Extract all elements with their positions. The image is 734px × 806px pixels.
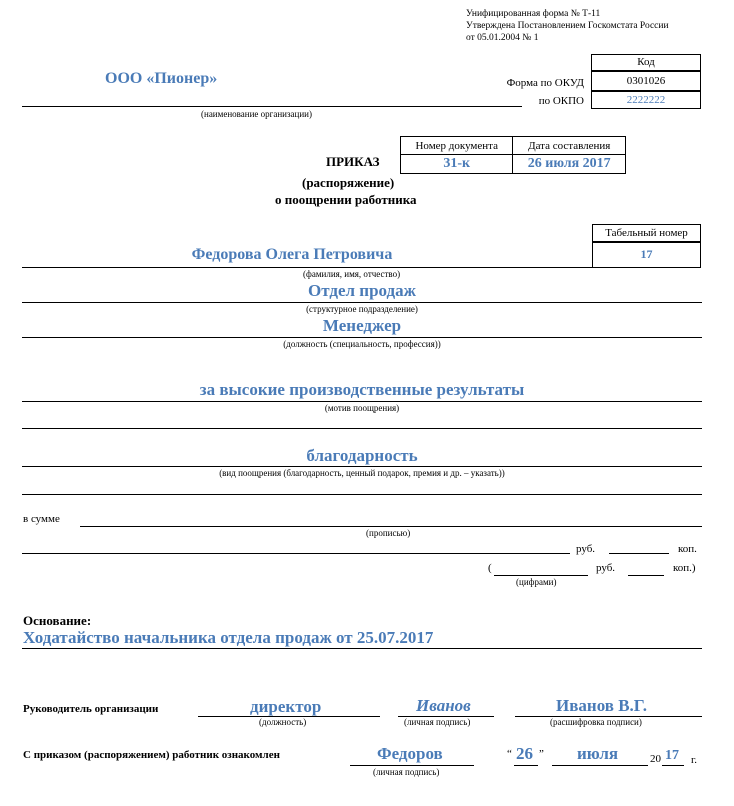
basis-label: Основание: [23, 613, 92, 628]
sum-digits-line [494, 575, 588, 576]
employee-name-caption: (фамилия, имя, отчество) [303, 269, 401, 279]
form-header-line3: от 05.01.2004 № 1 [466, 33, 539, 43]
doc-date-value: 26 июля 2017 [513, 155, 626, 174]
sum-open-paren: ( [488, 562, 492, 574]
form-header-line2: Утверждена Постановлением Госкомстата России [466, 21, 669, 31]
date-day: 26 [516, 744, 533, 763]
sum-digits-kop-line [628, 575, 664, 576]
order-title: ПРИКАЗ [326, 154, 380, 169]
acquainted-signature-caption: (личная подпись) [373, 767, 440, 777]
organization-line [22, 106, 522, 107]
okpo-value: 2222222 [591, 91, 701, 109]
tab-number-value: 17 [592, 242, 701, 268]
form-header-line1: Унифицированная форма № Т-11 [466, 9, 601, 19]
reward-type: благодарность [306, 446, 418, 465]
motive-line-2 [22, 428, 702, 429]
head-decoded: Иванов В.Г. [556, 696, 647, 715]
head-position: директор [250, 697, 322, 716]
reward-type-line-2 [22, 494, 702, 495]
doc-number-value: 31-к [401, 155, 513, 174]
basis-line [22, 648, 702, 649]
organization-name: ООО «Пионер» [105, 70, 218, 87]
motive-caption: (мотив поощрения) [324, 403, 400, 413]
head-position-caption: (должность) [259, 717, 307, 727]
acquainted-label: С приказом (распоряжением) работник ознакомлен [23, 749, 280, 761]
sum-digits-kop: коп.) [673, 562, 696, 574]
date-month: июля [577, 744, 619, 763]
doc-number-header: Номер документа [401, 137, 513, 155]
head-label: Руководитель организации [23, 703, 159, 715]
doc-date-header: Дата составления [513, 137, 626, 155]
head-signature-caption: (личная подпись) [404, 717, 471, 727]
date-day-line [514, 765, 538, 766]
acquainted-signature: Федоров [377, 744, 443, 763]
department-line [22, 302, 702, 303]
sum-digits-rub: руб. [596, 562, 616, 574]
head-decoded-caption: (расшифровка подписи) [550, 717, 642, 727]
okpo-label: по ОКПО [538, 95, 584, 107]
department-name: Отдел продаж [308, 281, 416, 300]
basis-value: Ходатайство начальника отдела продаж от 25.07.2017 [23, 628, 434, 647]
order-topic: о поощрении работника [275, 192, 417, 207]
head-signature: Иванов [416, 696, 471, 715]
sum-rub-label: руб. [576, 543, 596, 555]
date-year-prefix: 20 [650, 753, 661, 765]
sum-label: в сумме [23, 513, 60, 525]
sum-words-line-2 [22, 553, 570, 554]
organization-caption: (наименование организации) [201, 109, 312, 119]
order-subtitle: (распоряжение) [302, 175, 395, 190]
date-year-line [662, 765, 684, 766]
tab-number-header: Табельный номер [592, 224, 701, 242]
reward-motive: за высокие производственные результаты [199, 380, 525, 399]
sum-words-line [80, 526, 702, 527]
okud-value: 0301026 [591, 71, 701, 91]
document-table [400, 136, 626, 174]
date-year-suffix: 17 [665, 748, 679, 763]
date-quote-close: ” [539, 748, 544, 760]
date-month-line [552, 765, 648, 766]
reward-type-line [22, 466, 702, 467]
code-header: Код [591, 54, 701, 71]
date-year-g: г. [691, 754, 698, 766]
sum-words-caption: (прописью) [366, 528, 411, 538]
sum-kop-line [609, 553, 669, 554]
position-name: Менеджер [322, 316, 402, 335]
acquainted-signature-line [350, 765, 474, 766]
sum-digits-caption: (цифрами) [516, 577, 557, 587]
reward-type-caption: (вид поощрения (благодарность, ценный подарок, премия и др. – указать)) [219, 468, 505, 478]
okud-label: Форма по ОКУД [506, 77, 584, 89]
date-quote-open: “ [507, 748, 512, 760]
position-line [22, 337, 702, 338]
motive-line [22, 401, 702, 402]
department-caption: (структурное подразделение) [306, 304, 418, 314]
employee-name-line [22, 267, 592, 268]
sum-kop-label: коп. [678, 543, 697, 555]
employee-name: Федорова Олега Петровича [191, 246, 393, 263]
position-caption: (должность (специальность, профессия)) [283, 339, 441, 349]
